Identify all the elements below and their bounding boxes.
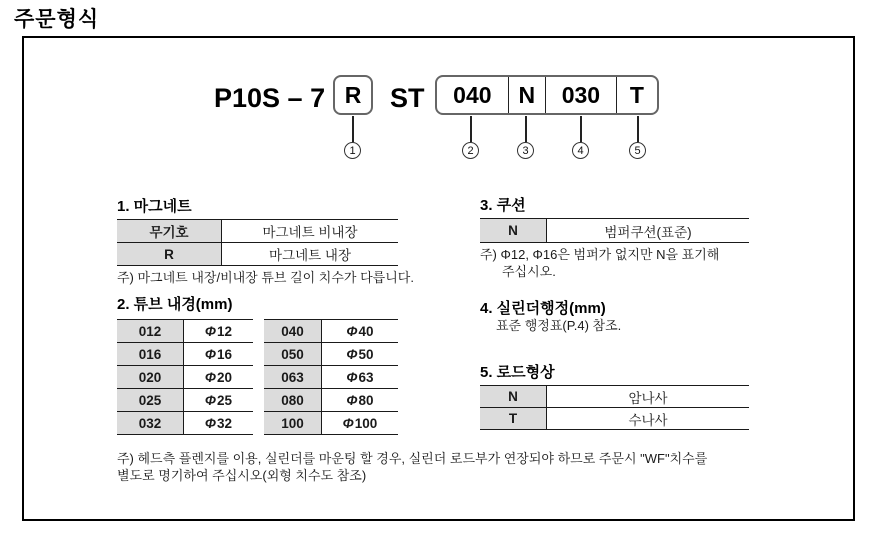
callout-circle-4: 4 [572, 142, 589, 159]
footer-note-line1: 주) 헤드측 플렌지를 이용, 실린더를 마운팅 할 경우, 실린더 로드부가 연장되야 하므로 주문시 "WF"치수를 [117, 451, 708, 466]
table-row [117, 320, 253, 343]
table-row [480, 219, 749, 243]
table-row [264, 366, 398, 389]
page-title: 주문형식 [14, 8, 100, 31]
table-row [264, 389, 398, 412]
model-code-cell-cushion: N [508, 77, 545, 113]
callout-circle-1: 1 [344, 142, 361, 159]
phi-symbol: Φ [346, 369, 358, 385]
code-cell: 025 [117, 389, 184, 411]
desc-cell: 마그네트 내장 [222, 243, 398, 265]
table-row [264, 412, 398, 435]
callout-circle-3: 3 [517, 142, 534, 159]
phi-symbol: Φ [204, 369, 217, 385]
section-heading-magnet: 1. 마그네트 [117, 198, 192, 215]
dia-cell: Φ 16 [184, 343, 253, 365]
dia-cell: Φ 12 [184, 320, 253, 342]
model-code-segmented-box [435, 75, 659, 115]
desc-cell: 범퍼쿠션(표준) [547, 219, 749, 242]
model-code-cell-rod: T [616, 77, 657, 113]
callout-circle-5: 5 [629, 142, 646, 159]
table-row [480, 408, 749, 430]
tube-bore-table-right [264, 319, 398, 435]
code-cell: N [480, 386, 547, 407]
rod-table [480, 385, 749, 430]
phi-symbol: Φ [204, 415, 217, 431]
table-row [117, 220, 398, 243]
cushion-note-line1: 주) Φ12, Φ16은 범퍼가 없지만 N을 표기해 [480, 247, 720, 262]
model-code-prefix: P10S – 7 [214, 83, 326, 113]
dia-cell: Φ 100 [322, 412, 398, 434]
dia-cell: Φ 25 [184, 389, 253, 411]
dia-cell: Φ 50 [322, 343, 398, 365]
code-cell: 016 [117, 343, 184, 365]
table-row [264, 320, 398, 343]
section-heading-cushion: 3. 쿠션 [480, 197, 526, 214]
desc-cell: 마그네트 비내장 [222, 220, 398, 242]
magnet-table [117, 219, 398, 266]
code-cell: N [480, 219, 547, 242]
code-cell: 020 [117, 366, 184, 388]
desc-cell: 수나사 [547, 408, 749, 429]
code-cell: 012 [117, 320, 184, 342]
code-cell: 050 [264, 343, 322, 365]
footer-note-line2: 별도로 명기하여 주십시오(외형 치수도 참조) [117, 468, 367, 483]
phi-symbol: Φ [342, 415, 354, 431]
code-cell: 040 [264, 320, 322, 342]
tube-bore-table-left [117, 319, 253, 435]
table-row [117, 343, 253, 366]
phi-symbol: Φ [204, 323, 217, 339]
dia-cell: Φ 20 [184, 366, 253, 388]
cushion-table [480, 218, 749, 243]
code-cell: 무기호 [117, 220, 222, 242]
code-cell: T [480, 408, 547, 429]
table-row [117, 366, 253, 389]
table-row [117, 412, 253, 435]
cushion-note-line2: 주십시오. [502, 264, 556, 279]
phi-symbol: Φ [346, 323, 358, 339]
table-row [117, 389, 253, 412]
section-heading-stroke: 4. 실린더행정(mm) [480, 300, 606, 317]
code-cell: 032 [117, 412, 184, 434]
dia-cell: Φ 40 [322, 320, 398, 342]
callout-line-4 [580, 116, 582, 142]
code-cell: 080 [264, 389, 322, 411]
callout-line-2 [470, 116, 472, 142]
phi-symbol: Φ [346, 346, 358, 362]
phi-symbol: Φ [204, 392, 217, 408]
phi-symbol: Φ [204, 346, 217, 362]
model-code-magnet-box: R [333, 75, 373, 115]
model-code-cell-bore: 040 [453, 81, 492, 108]
content-frame [22, 36, 855, 521]
callout-line-5 [637, 116, 639, 142]
phi-symbol: Φ [346, 392, 358, 408]
dia-cell: Φ 80 [322, 389, 398, 411]
section-heading-rod: 5. 로드형상 [480, 364, 555, 381]
model-code-cell-stroke: 030 [545, 77, 616, 113]
code-cell: 100 [264, 412, 322, 434]
table-row [480, 386, 749, 408]
model-code-stroke-label: ST [390, 83, 425, 113]
code-cell: 063 [264, 366, 322, 388]
callout-line-3 [525, 116, 527, 142]
stroke-subtext: 표준 행정표(P.4) 참조. [496, 318, 622, 333]
table-row [117, 243, 398, 266]
dia-cell: Φ 32 [184, 412, 253, 434]
section-heading-tube-bore: 2. 튜브 내경(mm) [117, 296, 233, 313]
code-cell: R [117, 243, 222, 265]
footer-note [117, 450, 767, 484]
callout-circle-2: 2 [462, 142, 479, 159]
callout-line-1 [352, 116, 354, 142]
desc-cell: 암나사 [547, 386, 749, 407]
dia-cell: Φ 63 [322, 366, 398, 388]
table-row [264, 343, 398, 366]
magnet-note: 주) 마그네트 내장/비내장 튜브 길이 치수가 다릅니다. [117, 270, 414, 285]
